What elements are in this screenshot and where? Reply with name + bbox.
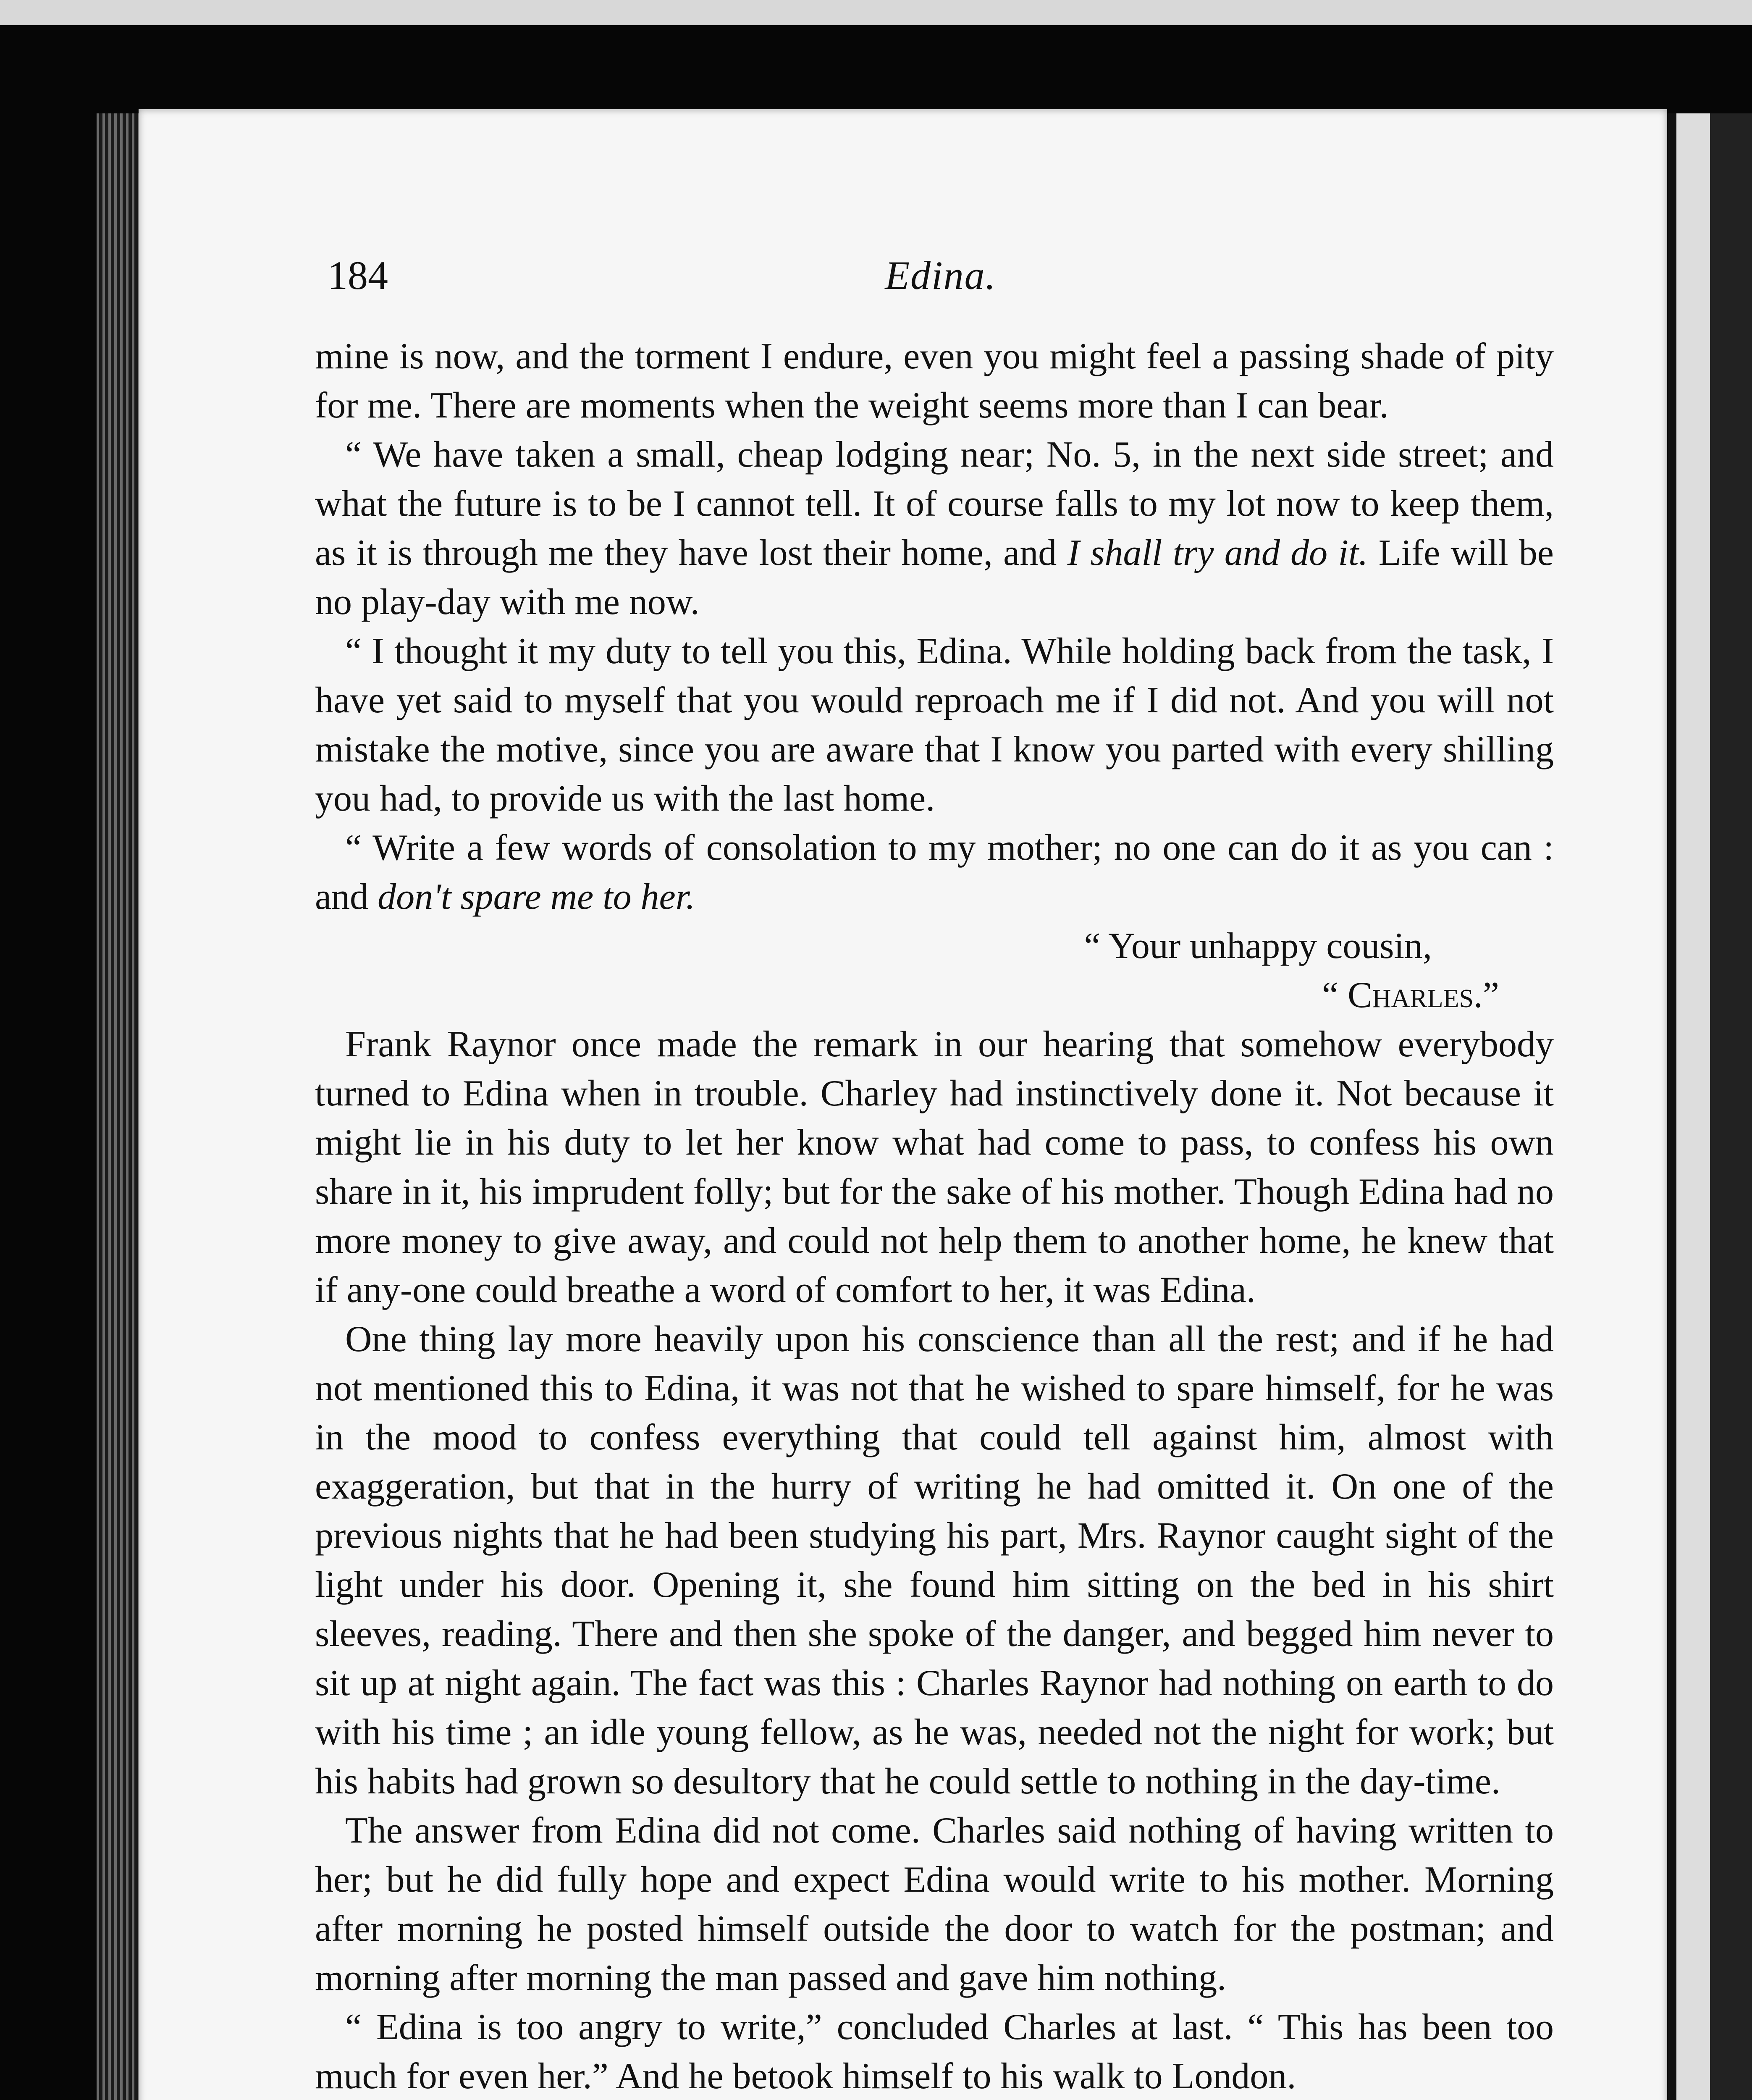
paragraph-4 [315,823,1554,921]
scan-top-edge [0,0,1752,25]
paragraph-2-emphasis: I shall try and do it. [1067,533,1368,573]
book-gutter [97,113,139,2100]
paragraph-5: Frank Raynor once made the remark in our hearing that somehow everybody turned to Edina when in trouble. Charley had instinctively done it. Not because it might lie in his duty to let her know what had come to pass, to confess his own share in it, his imprudent folly; but for the sake of his mother. Though Edina had no more money to give away, and could not help them to another home, he knew that if any-one could breathe a word of comfort to her, it was Edina. [315,1024,1554,1310]
paragraph-4-emphasis: don't spare me to her. [378,877,695,917]
paragraph-6: One thing lay more heavily upon his conscience than all the rest; and if he had not mentioned this to Edina, it was not that he wished to spare himself, for he was in the mood to confess everything that could tell against him, almost with exaggeration, but that in the hurry of writing he had omitted it. On one of the previous nights that he had been studying his part, Mrs. Raynor caught sight of the light under his door. Opening it, she found him sitting on the bed in his shirt sleeves, reading. There and then she spoke of the danger, and begged him never to sit up at night again. The fact was this : Charles Raynor had nothing on earth to do with his time ; an idle young fellow, as he was, needed not the night for work; but his habits had grown so desultory that he could settle to nothing in the day-time. [315,1319,1554,1802]
paragraph-2-text-b: Life will be no play-day with me now. [315,533,1554,622]
paragraph-8: “ Edina is too angry to write,” concluded Charles at last. “ This has been too much for even her.” And he betook himself to his walk to London. [315,2007,1554,2097]
paragraph-1: mine is now, and the torment I endure, even you might feel a passing shade of pity for me. There are moments when the weight seems more than I can bear. [315,336,1554,426]
letter-signature: “ Charles.” [1322,975,1499,1016]
paragraph-4-text: “ Write a few words of consolation to my mother; no one can do it as you can : and [315,827,1554,917]
running-title: Edina. [885,253,997,298]
page-right-edge [1660,113,1752,2100]
page-body [315,332,1554,2100]
paragraph-3: “ I thought it my duty to tell you this, Edina. While holding back from the task, I have yet said to myself that you would reproach me if I did not. And you will not mistake the motive, since you are aware that I know you parted with every shilling you had, to provide us with the last home. [315,631,1554,819]
paragraph-2-text-a: “ We have taken a small, cheap lodging near; No. 5, in the next side street; and what the future is to be I cannot tell. It of course falls to my lot now to keep them, as it is through me they have lost their home, and [315,434,1554,573]
letter-closing: “ Your unhappy cousin, [1084,926,1432,966]
page-header [328,252,1554,311]
paragraph-7: The answer from Edina did not come. Charles said nothing of having written to her; but he did fully hope and expect Edina would write to his mother. Morning after morning he posted himself outside the door to watch for the postman; and morning after morning the man passed and gave him nothing. [315,1810,1554,1998]
page-number: 184 [328,253,388,298]
paragraph-2 [315,430,1554,627]
